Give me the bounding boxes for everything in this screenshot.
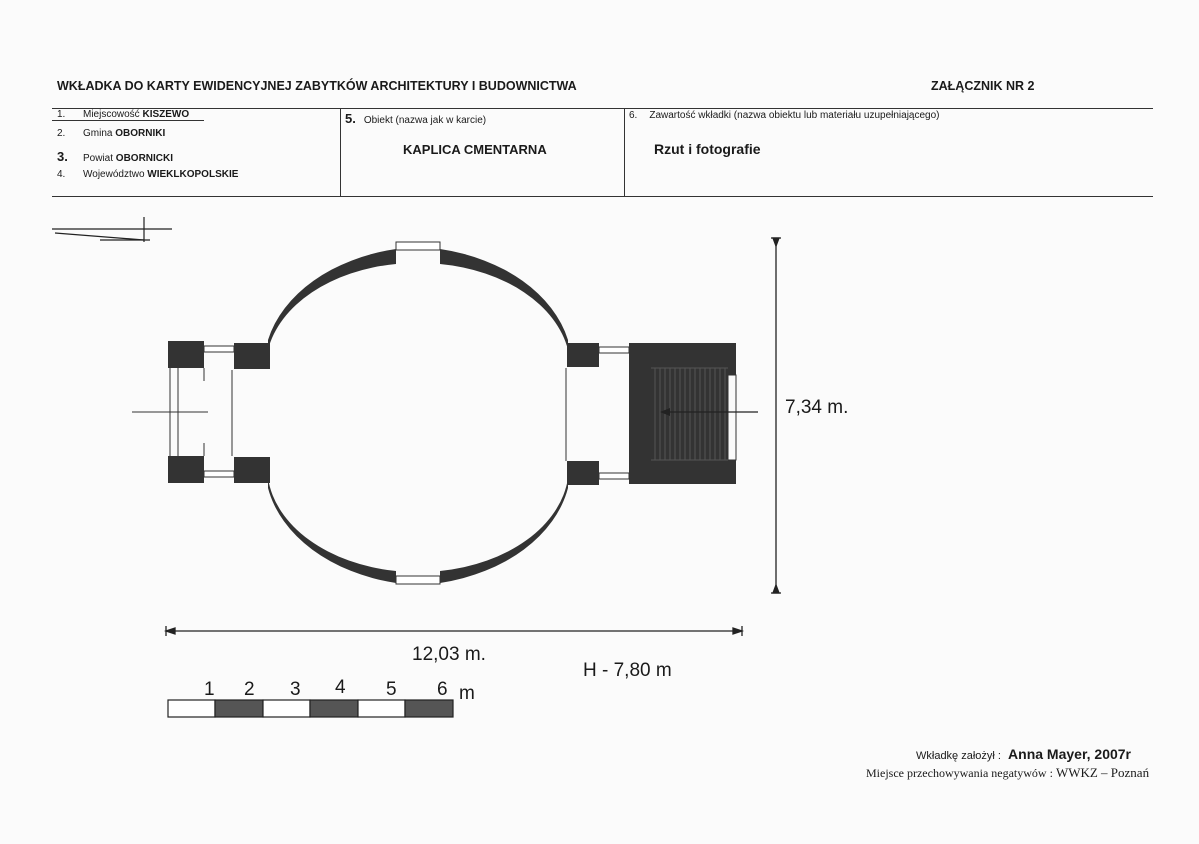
negatives-label: Miejsce przechowywania negatywów : [866,766,1053,780]
scale-unit: m [459,683,475,704]
field-value: OBORNIKI [115,128,166,139]
scale-number: 6 [437,679,448,700]
window-openings [204,242,629,584]
annex-number: ZAŁĄCZNIK NR 2 [931,79,1035,93]
field-number: 1. [57,109,66,120]
field-label: Miejscowość [83,109,140,120]
scale-number: 5 [386,679,397,700]
field-value: KISZEWO [142,109,190,120]
field-label: Gmina [83,128,113,139]
author-line [916,746,1131,762]
field-label: Województwo [83,169,145,180]
object-name: KAPLICA CMENTARNA [403,142,547,157]
field-number: 2. [57,128,66,139]
height-label: H - 7,80 m [583,660,672,681]
field-number: 3. [57,149,68,164]
dimension-width [166,626,742,636]
north-arrow-icon [52,217,172,242]
dimension-depth [771,238,781,593]
scale-number: 4 [335,677,346,698]
content-label: Zawartość wkładki (nazwa obiektu lub materiału uzupełniającego) [649,110,940,121]
field-label: Powiat [83,153,114,164]
scale-bar [168,700,453,717]
content-value: Rzut i fotografie [654,141,761,157]
field-value: OBORNICKI [115,153,174,164]
entrance-door [132,368,566,461]
chapel-walls [168,249,736,583]
object-label: Obiekt (nazwa jak w karcie) [363,115,487,126]
author-name: Anna Mayer, 2007r [1008,746,1132,762]
depth-dimension-label: 7,34 m. [785,397,849,418]
content-number: 6. [629,110,638,121]
field-value: WIEKLKOPOLSKIE [147,169,239,180]
object-number: 5. [345,111,356,126]
width-dimension-label: 12,03 m. [412,644,486,665]
document-title: WKŁADKA DO KARTY EWIDENCYJNEJ ZABYTKÓW ARCHITEKTURY I BUDOWNICTWA [57,79,577,93]
field-number: 4. [57,169,66,180]
negatives-location-line [866,765,1149,781]
author-label: Wkładkę założył : [916,750,1001,762]
scale-number: 2 [244,679,255,700]
negatives-value: WWKZ – Poznań [1055,765,1150,780]
scale-number: 3 [290,679,301,700]
scale-number: 1 [204,679,215,700]
